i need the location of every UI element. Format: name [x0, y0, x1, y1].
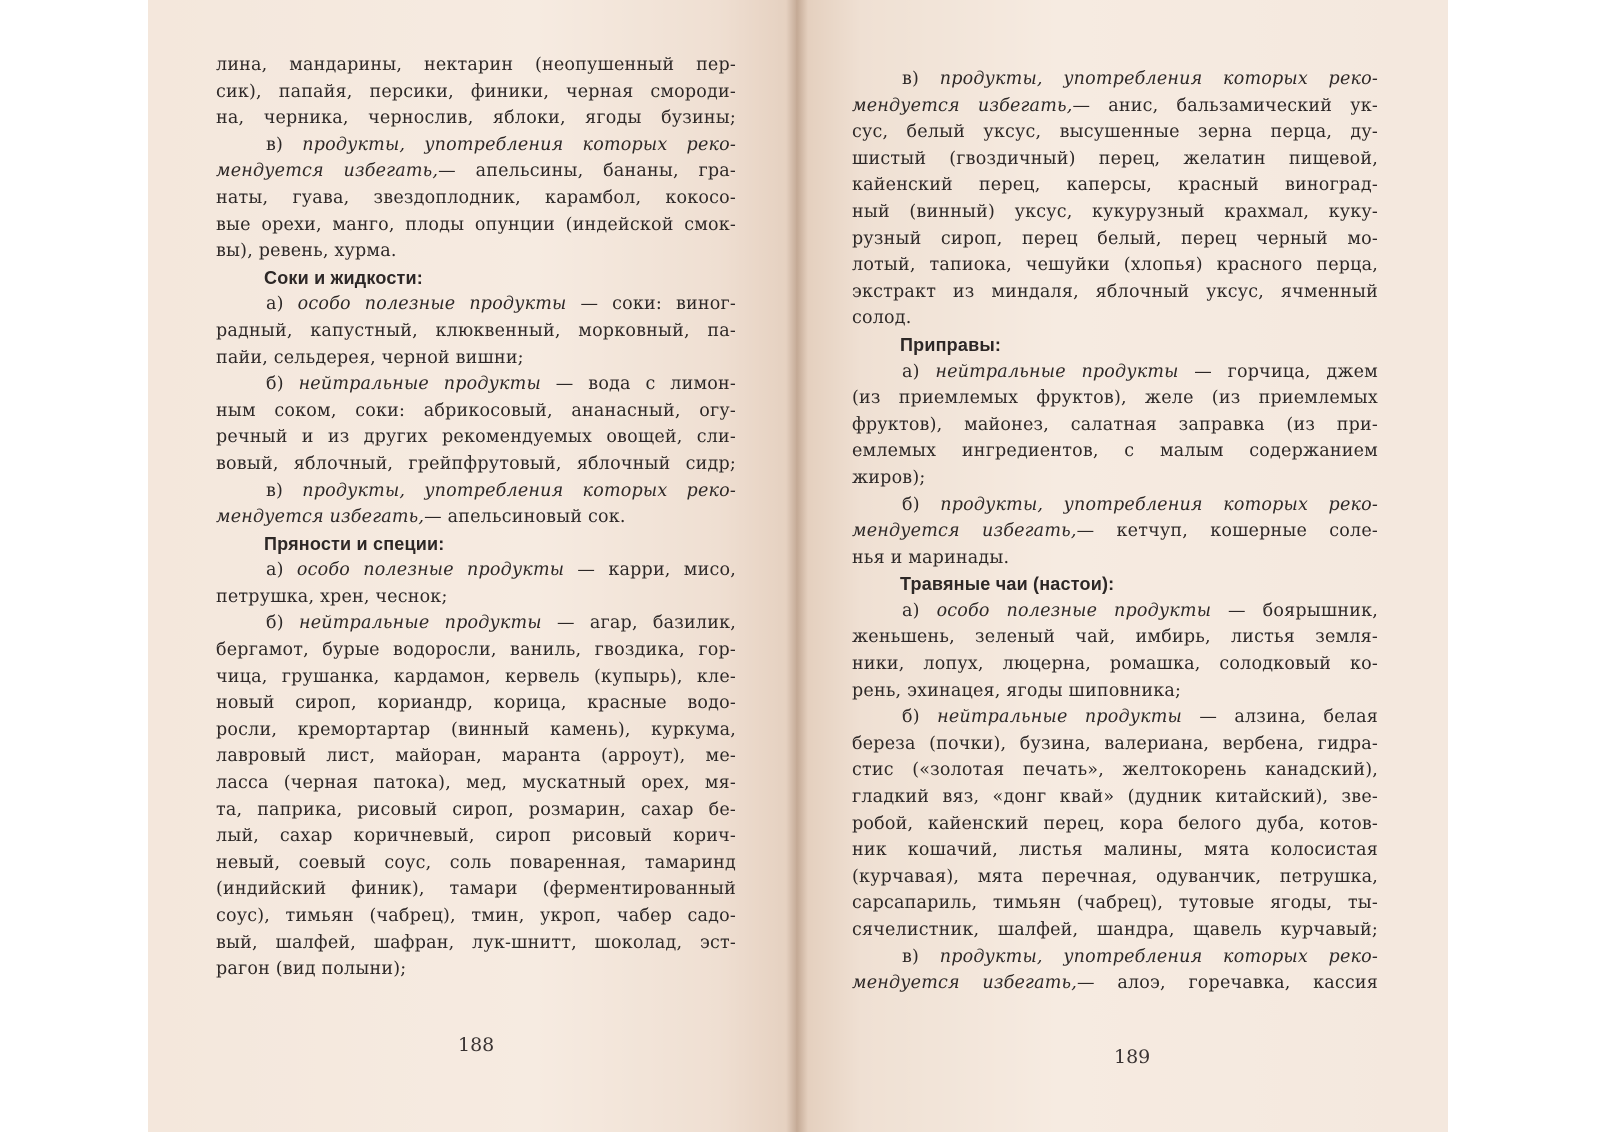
text-span: бергамот, бурые водоросли, ваниль, гвоздика, гор- — [216, 640, 736, 661]
italic-term: мендуется избегать, — [852, 973, 1078, 994]
text-span: шистый (гвоздичный) перец, желатин пищевой, — [852, 148, 1378, 169]
text-line — [216, 478, 736, 505]
text-line — [852, 146, 1378, 173]
text-span: — вода с лимон- — [540, 374, 736, 395]
italic-term: продукты, употребления которых реко- — [302, 480, 737, 501]
text-span: сус, белый уксус, высушенные зерна перца, ду- — [852, 122, 1378, 143]
text-line — [216, 903, 736, 930]
text-span: б) — [266, 374, 299, 395]
text-span: пайи, сельдерея, черной вишни; — [216, 347, 524, 368]
text-span: лавровый лист, майоран, маранта (арроут), ме- — [216, 746, 736, 767]
italic-term: особо полезные продукты — [297, 294, 567, 315]
text-line — [216, 79, 736, 106]
text-line — [852, 359, 1378, 386]
text-line — [852, 412, 1378, 439]
text-line — [216, 185, 736, 212]
text-line — [216, 212, 736, 239]
text-span: — горчица, джем — [1178, 361, 1378, 382]
text-span: вые орехи, манго, плоды опунции (индейской смок- — [216, 214, 736, 235]
text-line — [216, 557, 736, 584]
text-line — [852, 837, 1378, 864]
text-line — [852, 757, 1378, 784]
text-line — [216, 717, 736, 744]
text-span: женьшень, зеленый чай, имбирь, листья земля- — [852, 627, 1378, 648]
italic-term: нейтральные продукты — [298, 374, 541, 395]
section-heading: Соки и жидкости: — [264, 267, 424, 288]
italic-term: нейтральные продукты — [299, 613, 542, 634]
text-span: а) — [266, 560, 297, 581]
italic-term: продукты, употребления которых реко- — [940, 494, 1378, 515]
text-line — [216, 371, 736, 398]
text-span: соус), тимьян (чабрец), тмин, укроп, чабер садо- — [216, 906, 736, 926]
text-span: в) — [902, 946, 940, 967]
text-span: береза (почки), бузина, валериана, вербена, гидра- — [852, 733, 1378, 754]
text-line — [216, 770, 736, 797]
text-line — [852, 731, 1378, 758]
text-span: кайенский перец, каперсы, красный виноград- — [852, 175, 1378, 196]
text-span: — апельсиновый сок. — [424, 507, 626, 528]
text-span: в) — [266, 134, 303, 155]
text-span: робой, кайенский перец, кора белого дуба, котов- — [852, 813, 1378, 834]
text-span: — соки: виног- — [566, 294, 736, 315]
text-span: сячелистник, шалфей, шандра, щавель курчавый; — [852, 920, 1378, 940]
section-heading: Травяные чаи (настои): — [900, 574, 1115, 595]
text-span: ным соком, соки: абрикосовый, ананасный, огу- — [216, 400, 736, 421]
book-spine — [786, 0, 808, 1132]
text-line — [216, 664, 736, 691]
text-line — [852, 704, 1378, 731]
text-line — [852, 545, 1378, 572]
text-span: в) — [902, 69, 940, 89]
text-span: рень, эхинацея, ягоды шиповника; — [852, 680, 1182, 701]
text-line — [216, 610, 736, 637]
text-span: нья и маринады. — [852, 547, 1010, 568]
text-line — [216, 105, 736, 132]
text-span: речный и из других рекомендуемых овощей, сли- — [216, 427, 736, 448]
section-heading: Приправы: — [900, 334, 1002, 355]
text-line — [852, 651, 1378, 678]
text-line — [852, 944, 1378, 971]
italic-term: особо полезные продукты — [296, 560, 565, 581]
text-span: ный (винный) уксус, кукурузный крахмал, куку- — [852, 201, 1378, 222]
text-line — [216, 876, 736, 903]
text-line — [852, 598, 1378, 625]
page-number-right: 189 — [1114, 1046, 1151, 1068]
text-line — [216, 132, 736, 159]
text-span: — анис, бальзамический ук- — [1072, 95, 1378, 116]
text-line — [216, 398, 736, 425]
italic-term: особо полезные продукты — [936, 600, 1212, 621]
text-line — [852, 305, 1378, 332]
text-span: а) — [902, 361, 936, 382]
text-span: лотый, тапиока, чешуйки (хлопья) красного перца, — [852, 255, 1378, 276]
text-line — [852, 678, 1378, 705]
italic-term: мендуется избегать, — [216, 507, 425, 528]
italic-term: нейтральные продукты — [935, 361, 1179, 382]
text-span: — боярышник, — [1211, 600, 1378, 621]
text-line — [216, 956, 736, 983]
text-span: лый, сахар коричневый, сироп рисовый корич- — [216, 826, 736, 847]
text-line — [852, 385, 1378, 412]
text-line — [216, 158, 736, 185]
text-line — [216, 451, 736, 478]
text-line — [852, 970, 1378, 997]
text-span: ники, лопух, люцерна, ромашка, солодковый ко- — [852, 654, 1378, 675]
text-span: чица, грушанка, кардамон, кервель (купырь), кле- — [216, 666, 736, 687]
text-line — [216, 797, 736, 824]
text-span: солод. — [852, 308, 912, 329]
text-span: невый, соевый соус, соль поваренная, тамаринд — [216, 852, 736, 873]
text-span: вый, шалфей, шафран, лук-шнитт, шоколад, эст- — [216, 932, 736, 953]
text-line — [216, 291, 736, 318]
text-span: жиров); — [852, 467, 926, 488]
text-span: (индийский финик), тамари (ферментированный — [216, 879, 736, 900]
text-span: ласса (черная патока), мед, мускатный орех, мя- — [216, 773, 736, 794]
text-line — [852, 172, 1378, 199]
text-line — [852, 864, 1378, 891]
text-span: (курчавая), мята перечная, одуванчик, петрушка, — [852, 866, 1378, 887]
text-line — [216, 930, 736, 957]
text-span: наты, гуава, звездоплодник, карамбол, кокосо- — [216, 187, 736, 208]
text-span: а) — [266, 294, 298, 315]
text-line — [852, 119, 1378, 146]
text-span: стис («золотая печать», желтокорень канадский), — [852, 760, 1378, 781]
text-line — [852, 93, 1378, 120]
text-line — [216, 823, 736, 850]
text-line — [852, 917, 1378, 944]
text-line — [852, 438, 1378, 465]
text-line — [852, 518, 1378, 545]
text-line — [216, 52, 736, 79]
text-span: — агар, базилик, — [541, 613, 736, 634]
text-line — [852, 890, 1378, 917]
text-span: — алзина, белая — [1181, 707, 1378, 728]
text-span: на, черника, чернослив, яблоки, ягоды бузины; — [216, 108, 736, 129]
text-span: — кетчуп, кошерные соле- — [1076, 521, 1378, 542]
text-span: вовый, яблочный, грейпфрутовый, яблочный сидр; — [216, 453, 736, 474]
text-span: б) — [902, 707, 938, 728]
text-line — [216, 743, 736, 770]
right-page-text — [852, 66, 1378, 997]
left-page — [148, 0, 796, 1132]
italic-term: мендуется избегать, — [216, 161, 439, 182]
text-span: сарсапариль, тимьян (чабрец), тутовые ягоды, ты- — [852, 893, 1378, 914]
text-span: ник кошачий, листья малины, мята колосистая — [852, 840, 1378, 861]
italic-term: мендуется избегать, — [852, 95, 1073, 116]
text-span: рагон (вид полыни); — [216, 959, 407, 980]
text-span: (из приемлемых фруктов), желе (из приемлемых — [852, 388, 1378, 409]
text-line — [216, 690, 736, 717]
italic-term: мендуется избегать, — [852, 521, 1077, 542]
text-line — [216, 637, 736, 664]
text-line — [216, 238, 736, 265]
text-line — [852, 199, 1378, 226]
text-span: фруктов), майонез, салатная заправка (из при- — [852, 414, 1378, 435]
text-line — [852, 279, 1378, 306]
text-span: сик), папайя, персики, финики, черная смороди- — [216, 81, 736, 102]
text-line — [852, 492, 1378, 519]
italic-term: нейтральные продукты — [937, 707, 1182, 728]
text-line — [852, 624, 1378, 651]
text-span: новый сироп, кориандр, корица, красные водо- — [216, 693, 736, 714]
text-span: а) — [902, 600, 937, 621]
text-span: в) — [266, 480, 303, 501]
text-line — [216, 318, 736, 345]
text-span: рузный сироп, перец белый, перец черный мо- — [852, 228, 1378, 249]
right-page — [796, 0, 1448, 1132]
text-line — [852, 252, 1378, 279]
text-span: росли, кремортартар (винный камень), куркума, — [216, 719, 736, 740]
text-span: радный, капустный, клюквенный, морковный, па- — [216, 320, 736, 341]
text-span: та, паприка, рисовый сироп, розмарин, сахар бе- — [216, 799, 736, 820]
section-heading: Пряности и специи: — [264, 533, 445, 554]
text-span: б) — [266, 613, 299, 634]
text-span: вы), ревень, хурма. — [216, 241, 397, 262]
text-span: лина, мандарины, нектарин (неопушенный пер- — [216, 55, 736, 75]
left-page-text — [216, 52, 736, 983]
italic-term: продукты, употребления которых реко- — [939, 69, 1379, 89]
text-line — [216, 850, 736, 877]
text-span: петрушка, хрен, чеснок; — [216, 586, 448, 607]
text-line — [216, 584, 736, 611]
text-line — [852, 465, 1378, 492]
text-span: емлемых ингредиентов, с малым содержанием — [852, 441, 1378, 462]
text-line — [852, 226, 1378, 253]
text-span: гладкий вяз, «донг квай» (дудник китайский), зве- — [852, 787, 1378, 808]
text-span: экстракт из миндаля, яблочный уксус, ячменный — [852, 281, 1378, 302]
text-span: — карри, мисо, — [564, 560, 736, 581]
text-line — [852, 811, 1378, 838]
text-span: б) — [902, 494, 941, 515]
text-line — [216, 504, 736, 531]
text-line — [216, 424, 736, 451]
text-line — [852, 784, 1378, 811]
text-span: — алоэ, горечавка, кассия — [1077, 973, 1379, 994]
page-number-left: 188 — [458, 1034, 495, 1056]
italic-term: продукты, употребления которых реко- — [302, 134, 737, 155]
italic-term: продукты, употребления которых реко- — [939, 946, 1379, 967]
text-line — [216, 345, 736, 372]
text-span: — апельсины, бананы, гра- — [438, 161, 736, 182]
text-line — [852, 66, 1378, 93]
